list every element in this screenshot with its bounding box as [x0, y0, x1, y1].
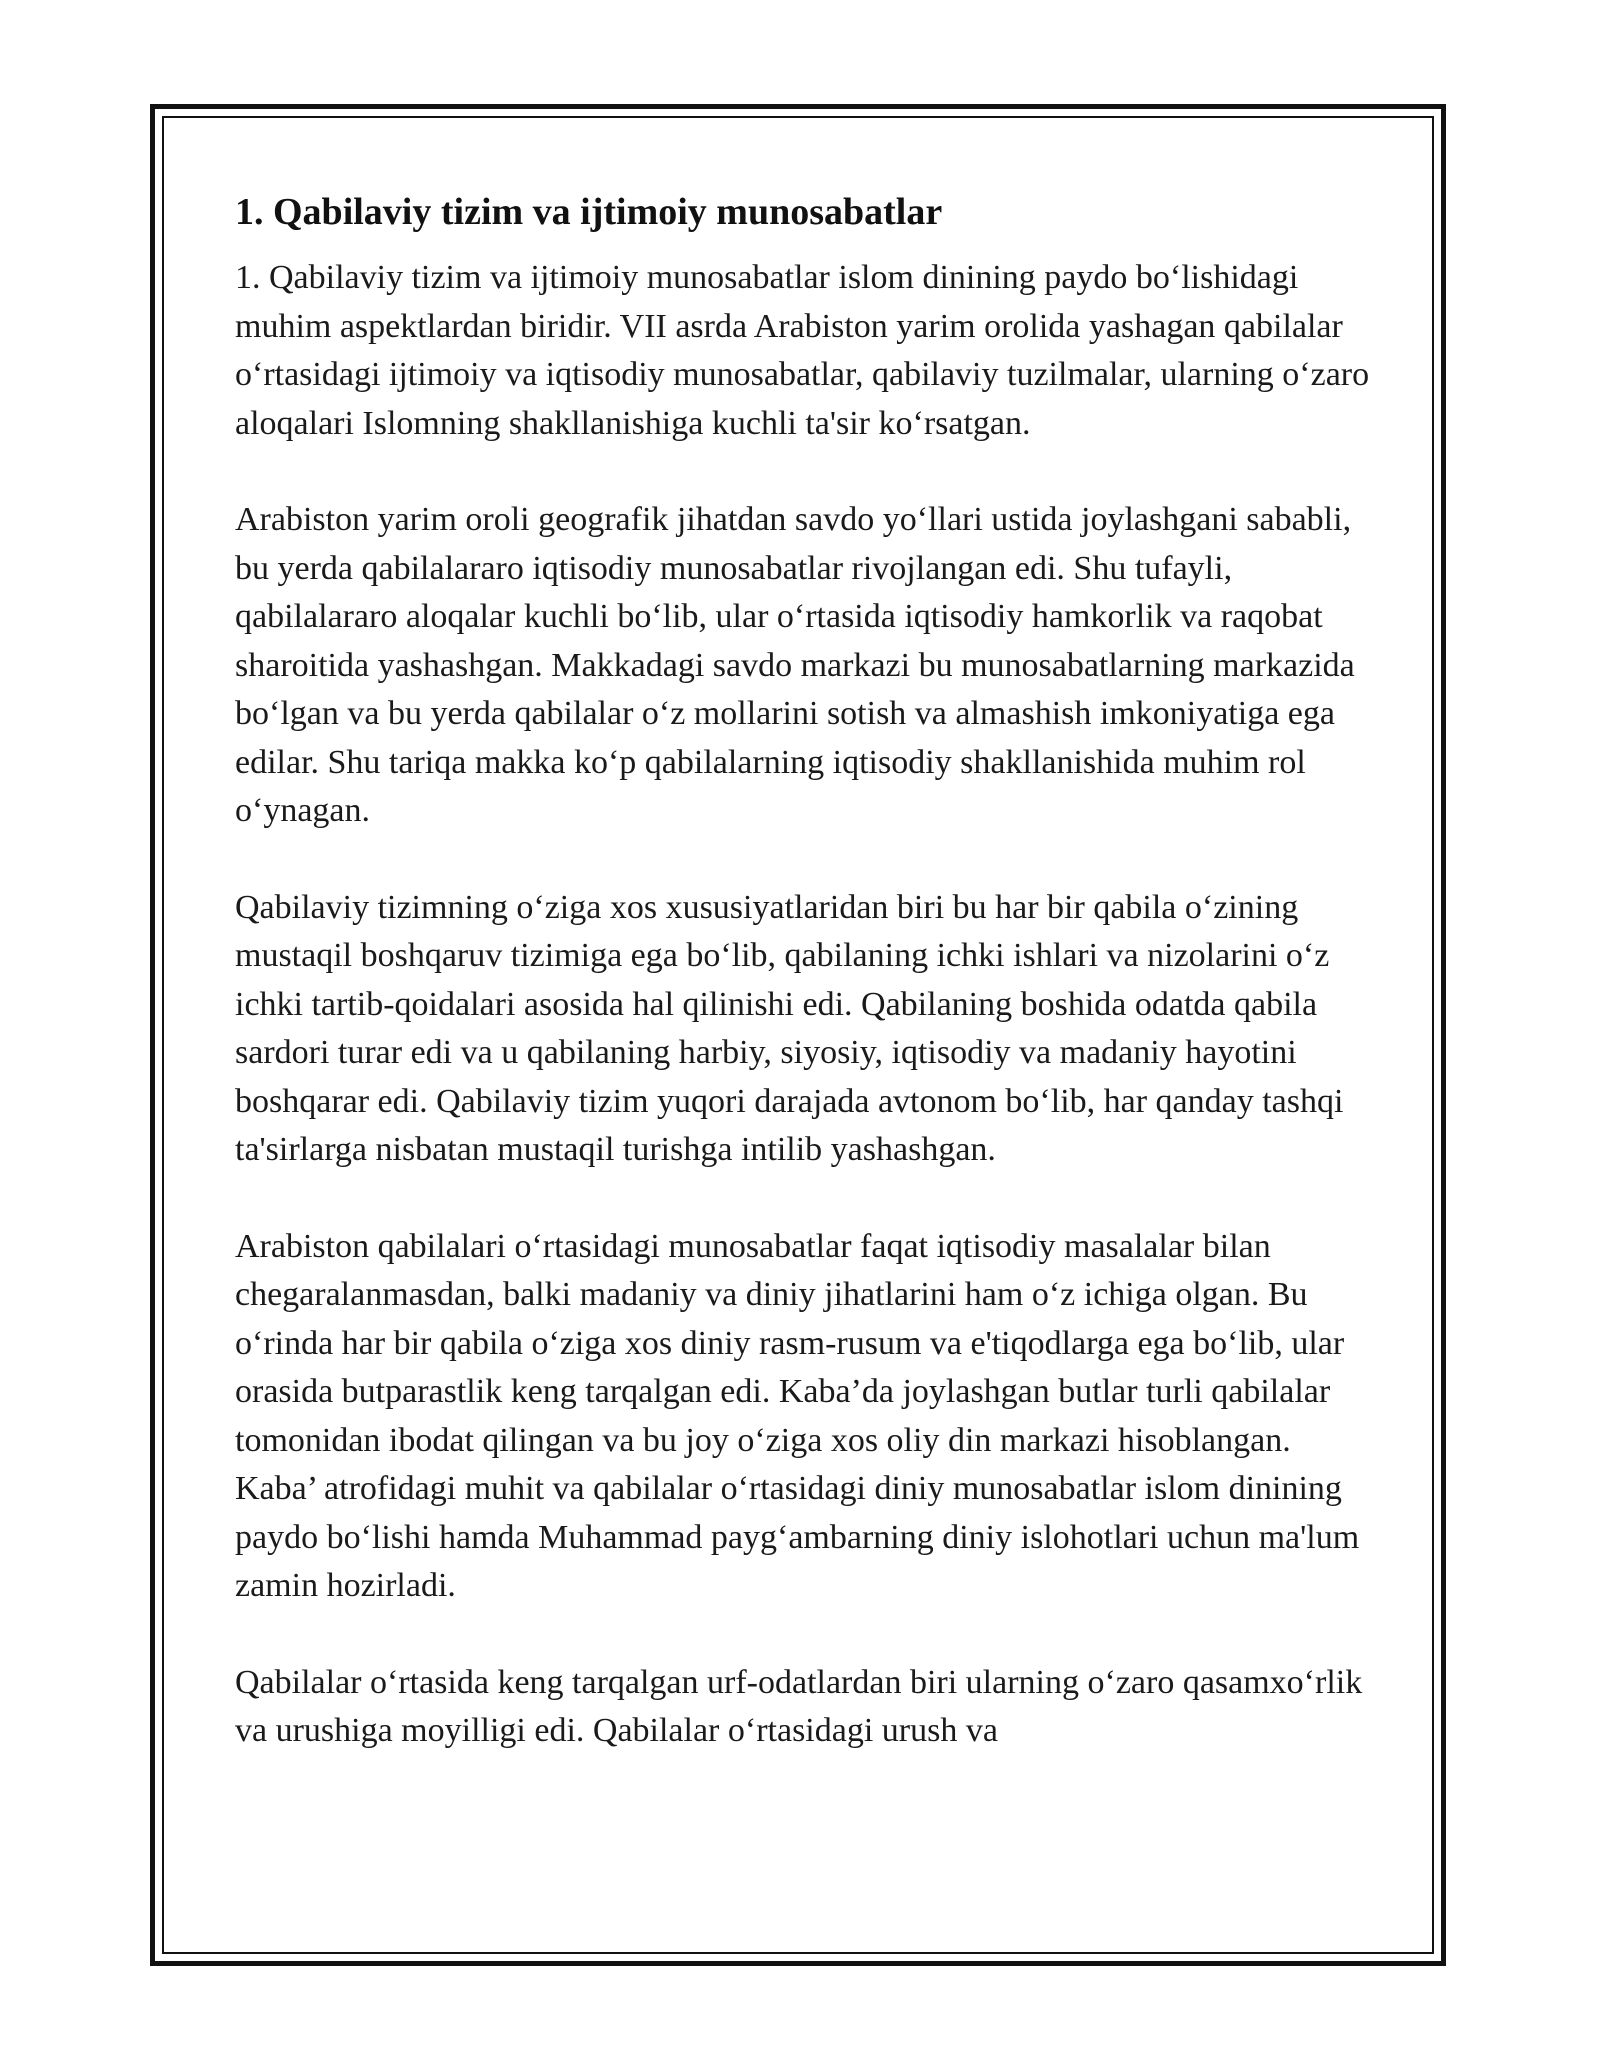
document-body [235, 180, 1375, 1804]
paragraph-2: Arabiston yarim oroli geografik jihatdan savdo yo‘llari ustida joylashgani sababli, bu yerda qabilalararo iqtisodiy munosabatlar rivojlangan edi. Shu tufayli, qabilalararo aloqalar kuchli bo‘lib, ular o‘rtasida iqtisodiy hamkorlik va raqobat sharoitida yashashgan. Makkadagi savdo markazi bu munosabatlarning markazida bo‘lgan va bu yerda qabilalar o‘z mollarini sotish va almashish imkoniyatiga ega edilar. Shu tariqa makka ko‘p qabilalarning iqtisodiy shakllanishida muhim rol o‘ynagan. [235, 501, 1355, 829]
paragraph-3: Qabilaviy tizimning o‘ziga xos xususiyatlaridan biri bu har bir qabila o‘zining mustaqil boshqaruv tizimiga ega bo‘lib, qabilaning ichki ishlari va nizolarini o‘z ichki tartib-qoidalari asosida hal qilinishi edi. Qabilaning boshida odatda qabila sardori turar edi va u qabilaning harbiy, siyosiy, iqtisodiy va madaniy hayotini boshqarar edi. Qabilaviy tizim yuqori darajada avtonom bo‘lib, har qanday tashqi ta'sirlarga nisbatan mustaqil turishga intilib yashashgan. [235, 888, 1344, 1168]
paragraph-1: 1. Qabilaviy tizim va ijtimoiy munosabatlar islom dinining paydo bo‘lishidagi muhim aspektlardan biridir. VII asrda Arabiston yarim orolida yashagan qabilalar o‘rtasidagi ijtimoiy va iqtisodiy munosabatlar, qabilaviy tuzilmalar, ularning o‘zaro aloqalari Islomning shakllanishiga kuchli ta'sir ko‘rsatgan. [235, 259, 1370, 442]
paragraph-4: Arabiston qabilalari o‘rtasidagi munosabatlar faqat iqtisodiy masalalar bilan chegaralanmasdan, balki madaniy va diniy jihatlarini ham o‘z ichiga olgan. Bu o‘rinda har bir qabila o‘ziga xos diniy rasm-rusum va e'tiqodlarga ega bo‘lib, ular orasida butparastlik keng tarqalgan edi. Kaba’da joylashgan butlar turli qabilalar tomonidan ibodat qilingan va bu joy o‘ziga xos oliy din markazi hisoblangan. Kaba’ atrofidagi muhit va qabilalar o‘rtasidagi diniy munosabatlar islom dinining paydo bo‘lishi hamda Muhammad payg‘ambarning diniy islohotlari uchun ma'lum zamin hozirladi. [235, 1227, 1360, 1604]
section-heading: 1. Qabilaviy tizim va ijtimoiy munosabatlar [235, 191, 943, 233]
paragraph-5: Qabilalar o‘rtasida keng tarqalgan urf-odatlardan biri ularning o‘zaro qasamxo‘rlik va urushiga moyilligi edi. Qabilalar o‘rtasidagi urush va [235, 1663, 1363, 1749]
